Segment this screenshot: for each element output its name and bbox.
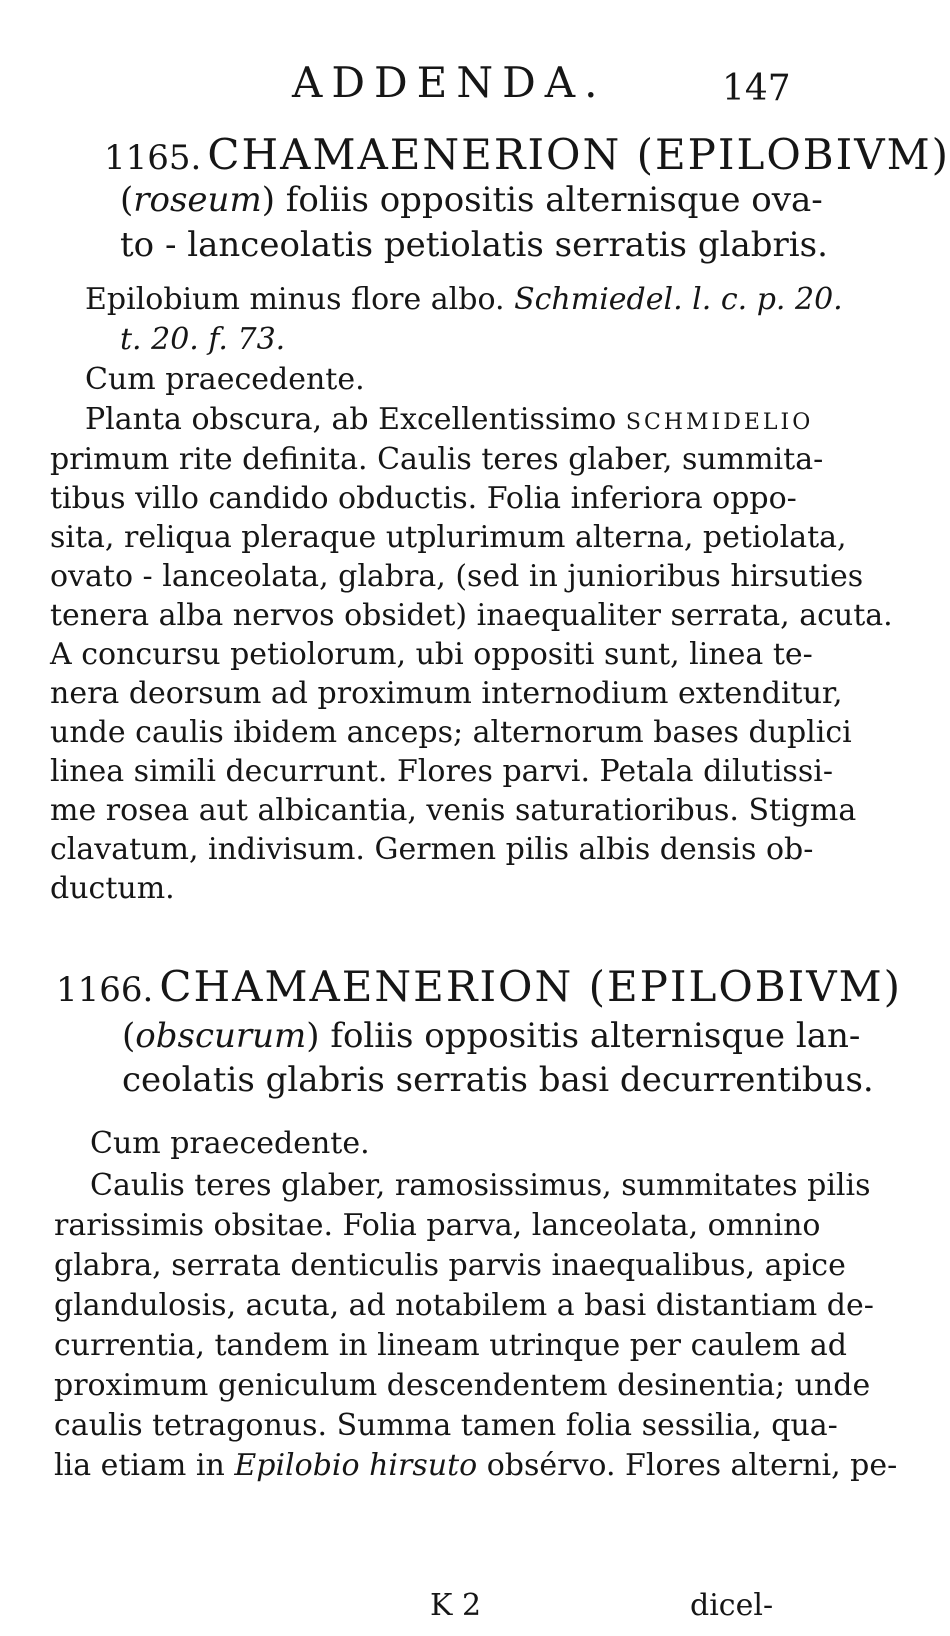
description-line: nera deorsum ad proximum internodium extenditur, [50, 676, 843, 711]
description-line: me rosea aut albicantia, venis saturatioribus. Stigma [50, 793, 857, 828]
description-line: sita, reliqua pleraque utplurimum alterna, petiolata, [50, 520, 847, 555]
genus-name: CHAMAENERION (EPILOBIVM) [159, 962, 902, 1011]
diagnosis-line: ceolatis glabris serratis basi decurrentibus. [122, 1060, 874, 1100]
description-line: Caulis teres glaber, ramosissimus, summitates pilis [90, 1168, 871, 1203]
description-line: rarissimis obsitae. Folia parva, lanceolata, omnino [54, 1208, 821, 1243]
habitat-line: Cum praecedente. [85, 362, 365, 397]
description-line: linea simili decurrunt. Flores parvi. Petala dilutissi- [50, 754, 833, 789]
habitat-line: Cum praecedente. [90, 1126, 370, 1161]
description-line: Planta obscura, ab Excellentissimo SCHMIDELIO [85, 402, 814, 437]
description-line: currentia, tandem in lineam utrinque per caulem ad [54, 1328, 847, 1363]
citation: t. 20. f. 73. [120, 322, 286, 357]
citation: Schmiedel. l. c. p. 20. [514, 282, 843, 317]
catchword: dicel- [690, 1588, 774, 1623]
description-line: proximum geniculum descendentem desinentia; unde [54, 1368, 871, 1403]
entry-heading [104, 130, 950, 179]
description-line: clavatum, indivisum. Germen pilis albis densis ob- [50, 832, 814, 867]
synonym-line: Epilobium minus flore albo. Schmiedel. l. c. p. 20. [85, 282, 843, 317]
description-line: glabra, serrata denticulis parvis inaequalibus, apice [54, 1248, 846, 1283]
genus-name: CHAMAENERION (EPILOBIVM) [207, 130, 950, 179]
description-line: tenera alba nervos obsidet) inaequaliter serrata, acuta. [50, 598, 893, 633]
entry-number: 1165. [104, 138, 202, 178]
running-title: ADDENDA. [292, 58, 607, 107]
signature-mark: K 2 [430, 1588, 482, 1623]
page-number: 147 [722, 68, 791, 109]
description-line: primum rite definita. Caulis teres glaber, summita- [50, 442, 824, 477]
diagnosis-line: (obscurum) foliis oppositis alternisque lan- [122, 1016, 861, 1056]
description-line: lia etiam in Epilobio hirsuto obsérvo. Flores alterni, pe- [54, 1448, 898, 1483]
citation: Epilobio hirsuto [234, 1448, 478, 1483]
diagnosis-line: to - lanceolatis petiolatis serratis glabris. [120, 225, 828, 265]
synonym-line [120, 322, 285, 357]
description-line: ductum. [50, 871, 175, 906]
description-line: ovato - lanceolata, glabra, (sed in junioribus hirsuties [50, 559, 864, 594]
description-line: caulis tetragonus. Summa tamen folia sessilia, qua- [54, 1408, 838, 1443]
entry-heading [56, 962, 902, 1011]
description-line: unde caulis ibidem anceps; alternorum bases duplici [50, 715, 852, 750]
species-epithet: roseum [133, 180, 262, 220]
description-line: tibus villo candido obductis. Folia inferiora oppo- [50, 481, 797, 516]
diagnosis-line: (roseum) foliis oppositis alternisque ova- [120, 180, 823, 220]
species-epithet: obscurum [135, 1016, 307, 1056]
author-smallcaps: SCHMIDELIO [625, 410, 814, 435]
description-line: A concursu petiolorum, ubi oppositi sunt, linea te- [50, 637, 813, 672]
description-line: glandulosis, acuta, ad notabilem a basi distantiam de- [54, 1288, 874, 1323]
entry-number: 1166. [56, 970, 154, 1010]
